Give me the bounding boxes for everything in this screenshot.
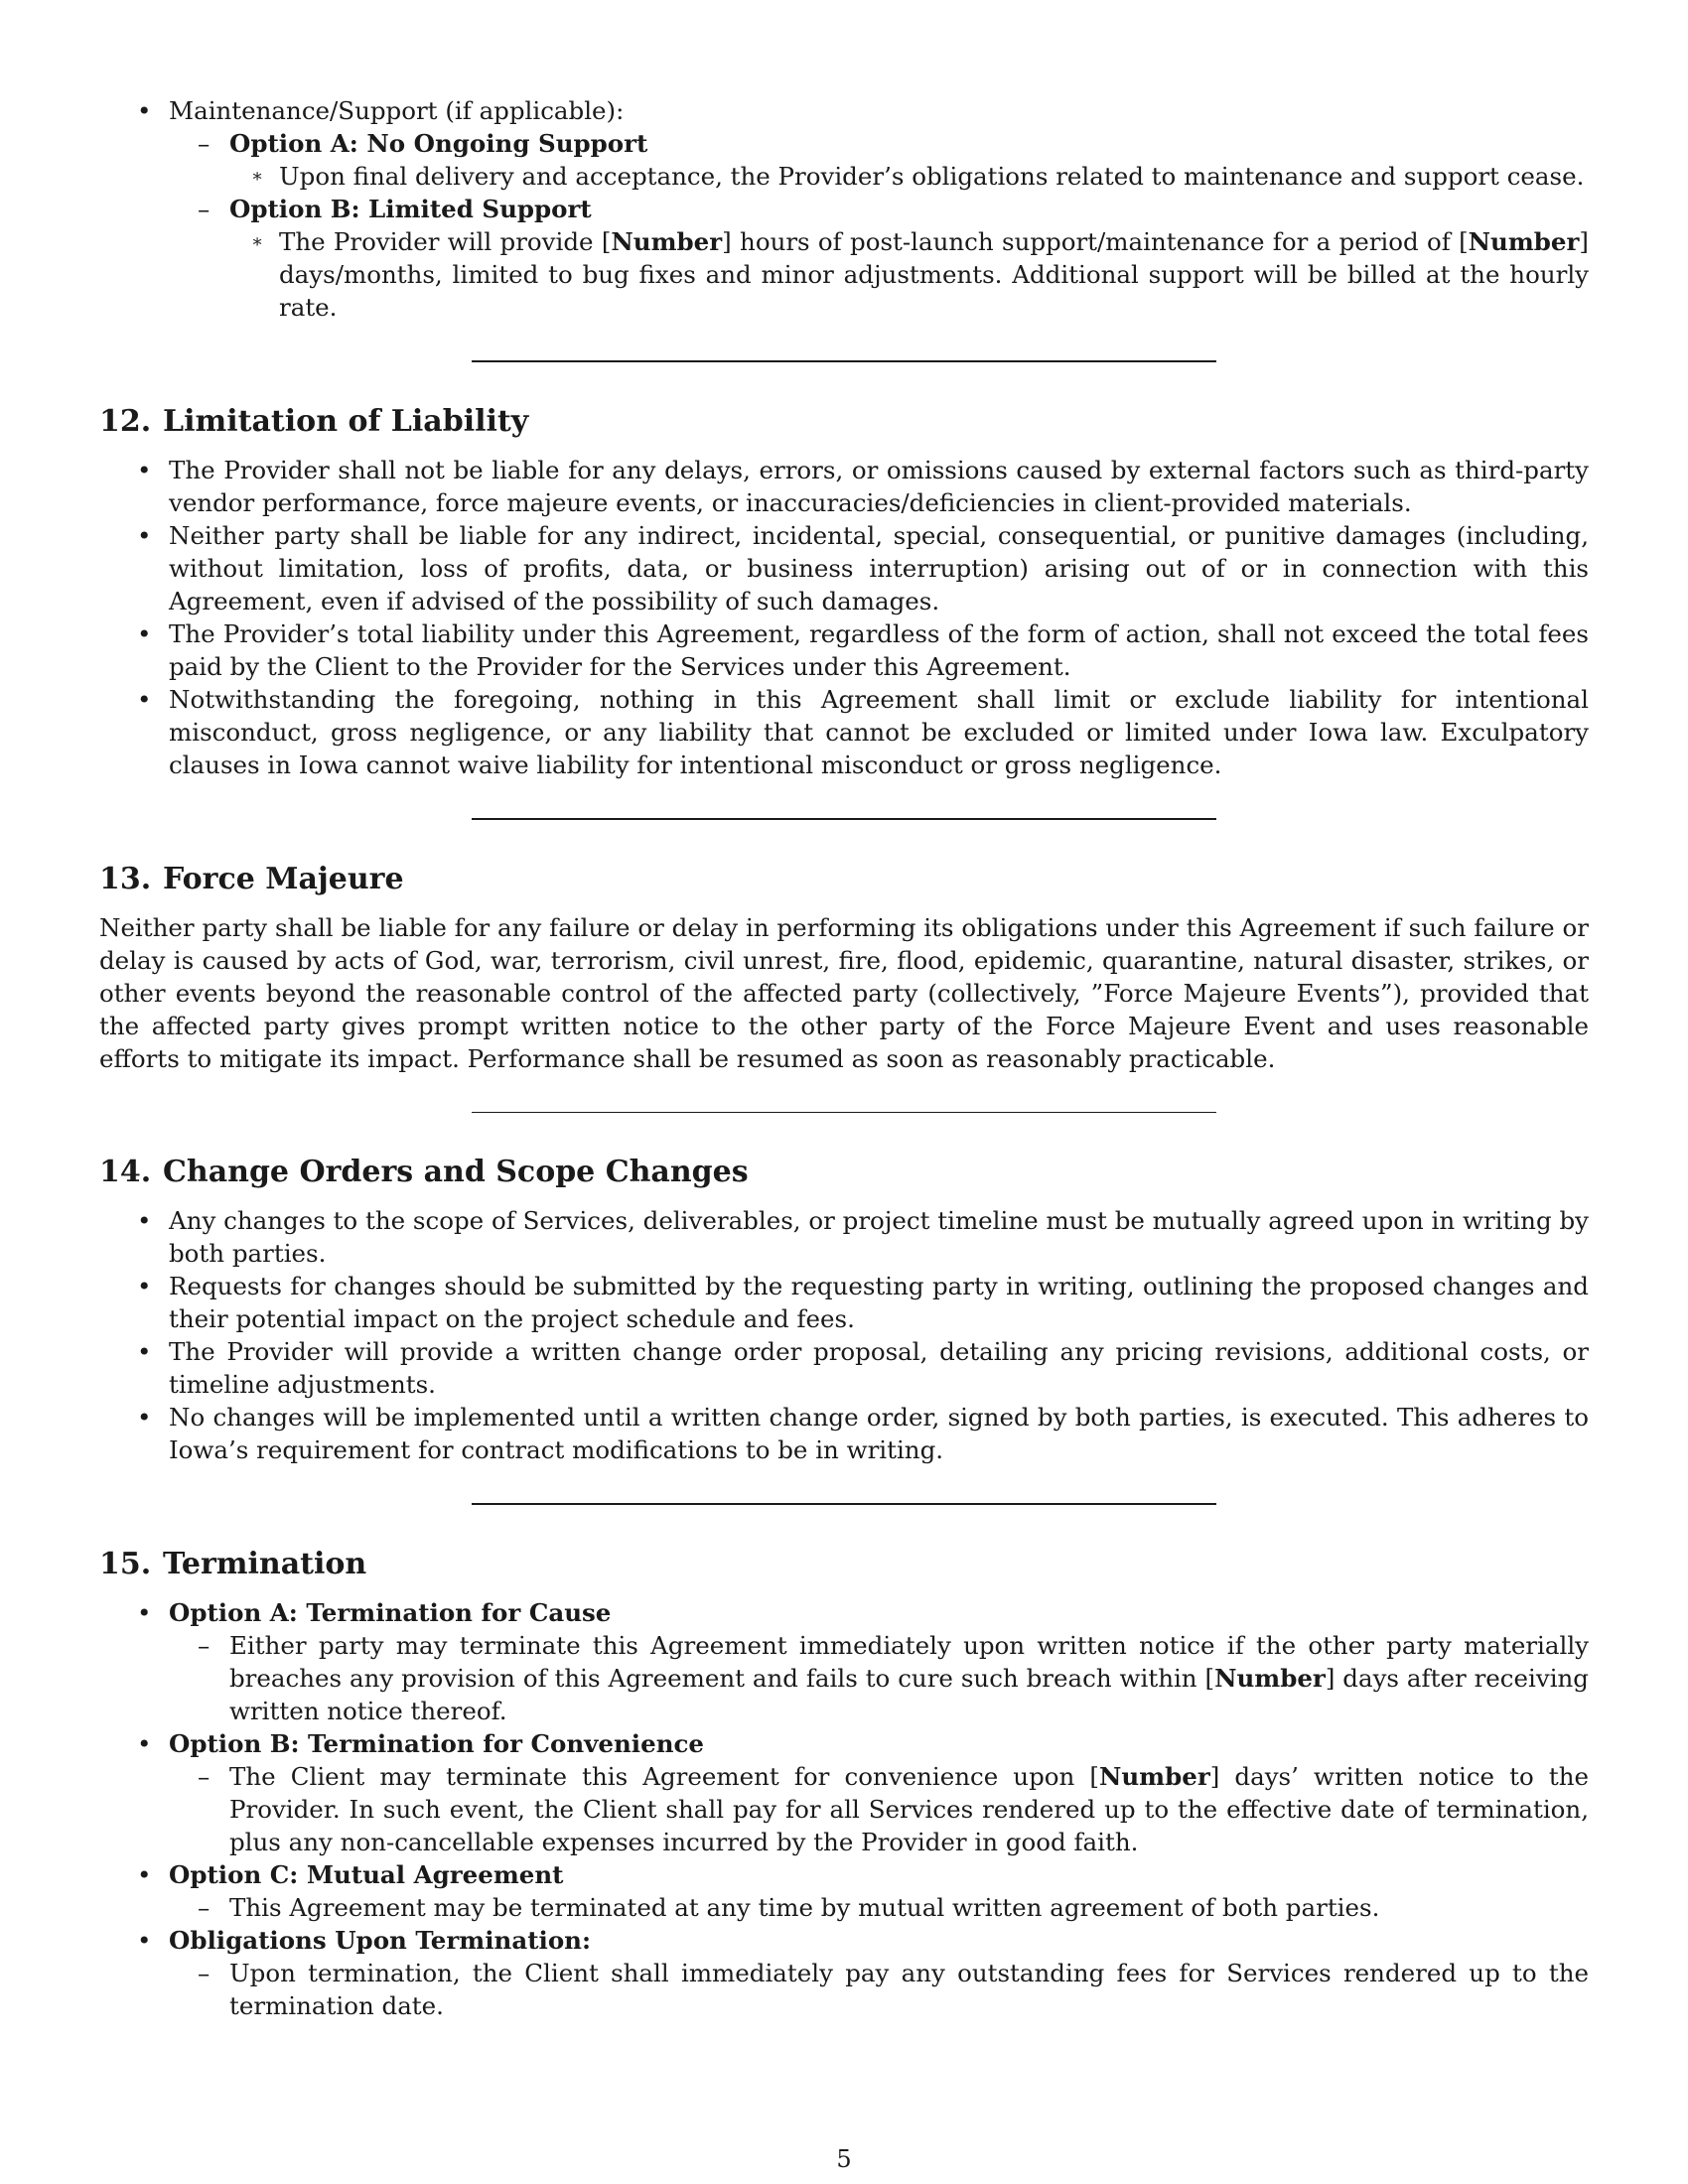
- bullet-icon: •: [137, 521, 152, 550]
- termination-option-c-detail: [99, 1891, 1589, 1924]
- section-13-heading: [99, 860, 1589, 899]
- termination-option-b-detail: [99, 1760, 1589, 1858]
- list-item: [99, 519, 1589, 617]
- termination-option-c-title: Option C: Mutual Agreement: [169, 1860, 564, 1889]
- section-divider: [472, 818, 1216, 820]
- termination-option-a-detail: [99, 1629, 1589, 1727]
- option-a-detail: [99, 160, 1589, 193]
- section-14-heading: [99, 1153, 1589, 1192]
- list-item-text: Requests for changes should be submitted by the requesting party in writing, outlining the proposed changes and their potential impact on the project schedule and fees.: [169, 1272, 1589, 1333]
- termination-option-a-text-2: ] days after receiving written notice thereof.: [229, 1664, 1589, 1725]
- section-12-title: Limitation of Liability: [163, 404, 529, 439]
- section-divider: [472, 1112, 1216, 1113]
- list-item: [99, 1270, 1589, 1335]
- termination-option-a: [99, 1596, 1589, 1727]
- bullet-icon: •: [137, 1272, 152, 1300]
- termination-obligations-detail: [99, 1957, 1589, 2022]
- list-item: [99, 454, 1589, 519]
- asterisk-icon: ∗: [251, 231, 264, 252]
- section-divider: [472, 1503, 1216, 1505]
- list-item-text: The Provider shall not be liable for any delays, errors, or omissions caused by external factors such as third-party vendor performance, force majeure events, or inaccuracies/deficiencies in client-provided materials.: [169, 456, 1589, 517]
- section-13-text: Neither party shall be liable for any failure or delay in performing its obligations under this Agreement if such failure or delay is caused by acts of God, war, terrorism, civil unrest, fire, flood, epidemic, quarantine, natural disaster, strikes, or other events beyond the reasonable control of the affected party (collectively, ”Force Majeure Events”), provided that the affected party gives prompt written notice to the other party of the Force Majeure Event and uses reasonable efforts to mitigate its impact. Performance shall be resumed as soon as reasonably practicable.: [99, 913, 1589, 1073]
- maintenance-intro: Maintenance/Support (if applicable):: [169, 96, 625, 125]
- dash-icon: –: [198, 129, 211, 158]
- section-15-heading: [99, 1545, 1589, 1584]
- section-13-number: 13.: [99, 862, 152, 896]
- section-14-list: [99, 1204, 1589, 1466]
- dash-icon: –: [198, 1762, 211, 1791]
- option-b-detail: [99, 225, 1589, 324]
- list-item: [99, 1401, 1589, 1466]
- list-item: [99, 617, 1589, 683]
- section-14-title: Change Orders and Scope Changes: [163, 1155, 749, 1189]
- bullet-icon: •: [137, 1337, 152, 1366]
- page-number: 5: [836, 2145, 852, 2173]
- bullet-icon: •: [137, 1206, 152, 1235]
- section-15-list: [99, 1596, 1589, 2022]
- option-b-text-2: ] hours of post-launch support/maintenance for a period of [: [722, 227, 1469, 256]
- termination-obligations-text: Upon termination, the Client shall immediately pay any outstanding fees for Services rendered up to the termination date.: [229, 1959, 1589, 2020]
- dash-icon: –: [198, 195, 211, 223]
- bullet-icon: •: [137, 1729, 152, 1758]
- option-b-text-3: ] days/months, limited to bug fixes and minor adjustments. Additional support will be billed at the hourly rate.: [279, 227, 1589, 322]
- termination-option-b: [99, 1727, 1589, 1858]
- list-item: [99, 1204, 1589, 1270]
- bullet-icon: •: [137, 1860, 152, 1889]
- section-14-number: 14.: [99, 1155, 152, 1189]
- termination-obligations: [99, 1924, 1589, 2022]
- termination-option-a-title: Option A: Termination for Cause: [169, 1598, 612, 1627]
- termination-option-b-text-2: ] days’ written notice to the Provider. In such event, the Client shall pay for all Services rendered up to the effective date of termination, plus any non-cancellable expenses incurred by the Provider in good faith.: [229, 1762, 1589, 1856]
- maintenance-list: [99, 94, 1589, 324]
- termination-option-b-number: Number: [1098, 1762, 1210, 1791]
- option-b-title: Option B: Limited Support: [229, 195, 592, 223]
- list-item-text: No changes will be implemented until a written change order, signed by both parties, is executed. This adheres to Iowa’s requirement for contract modifications to be in writing.: [169, 1403, 1589, 1464]
- option-a-text: Upon final delivery and acceptance, the Provider’s obligations related to maintenance and support cease.: [279, 162, 1585, 191]
- option-a-title: Option A: No Ongoing Support: [229, 129, 648, 158]
- section-divider: [472, 360, 1216, 362]
- bullet-icon: •: [137, 96, 152, 125]
- termination-option-b-text-1: The Client may terminate this Agreement for convenience upon [: [229, 1762, 1099, 1791]
- list-item-text: Notwithstanding the foregoing, nothing in this Agreement shall limit or exclude liability for intentional misconduct, gross negligence, or any liability that cannot be excluded or limited under Iowa law. Exculpatory clauses in Iowa cannot waive liability for intentional misconduct or gross negligence.: [169, 685, 1589, 779]
- option-b-number-2: Number: [1468, 227, 1580, 256]
- option-b-number-1: Number: [611, 227, 723, 256]
- termination-option-b-title: Option B: Termination for Convenience: [169, 1729, 705, 1758]
- option-a-support: [99, 127, 1589, 193]
- section-15-title: Termination: [163, 1547, 367, 1581]
- asterisk-icon: ∗: [251, 166, 264, 187]
- section-12-list: [99, 454, 1589, 781]
- bullet-icon: •: [137, 1403, 152, 1432]
- list-item: [99, 1335, 1589, 1401]
- termination-option-c-text: This Agreement may be terminated at any time by mutual written agreement of both parties.: [229, 1893, 1380, 1922]
- list-item-text: Any changes to the scope of Services, deliverables, or project timeline must be mutually agreed upon in writing by both parties.: [169, 1206, 1589, 1268]
- termination-option-a-number: Number: [1214, 1664, 1326, 1693]
- list-item-text: Neither party shall be liable for any indirect, incidental, special, consequential, or punitive damages (including, without limitation, loss of profits, data, or business interruption) arising out of or in connection with this Agreement, even if advised of the possibility of such damages.: [169, 521, 1589, 615]
- section-13-title: Force Majeure: [163, 862, 404, 896]
- bullet-icon: •: [137, 685, 152, 714]
- termination-option-c: [99, 1858, 1589, 1924]
- dash-icon: –: [198, 1959, 211, 1987]
- bullet-icon: •: [137, 456, 152, 484]
- dash-icon: –: [198, 1893, 211, 1922]
- bullet-icon: •: [137, 1926, 152, 1955]
- option-b-support: [99, 193, 1589, 324]
- maintenance-item: [99, 94, 1589, 324]
- list-item: [99, 683, 1589, 781]
- list-item-text: The Provider will provide a written change order proposal, detailing any pricing revisions, additional costs, or timeline adjustments.: [169, 1337, 1589, 1399]
- list-item-text: The Provider’s total liability under this Agreement, regardless of the form of action, shall not exceed the total fees paid by the Client to the Provider for the Services under this Agreement.: [169, 619, 1589, 681]
- bullet-icon: •: [137, 1598, 152, 1627]
- section-12-number: 12.: [99, 404, 152, 439]
- bullet-icon: •: [137, 619, 152, 648]
- section-15-number: 15.: [99, 1547, 152, 1581]
- section-12-heading: [99, 402, 1589, 442]
- dash-icon: –: [198, 1631, 211, 1660]
- termination-obligations-title: Obligations Upon Termination:: [169, 1926, 592, 1955]
- document-page: [99, 94, 1589, 2159]
- termination-option-a-text-1: Either party may terminate this Agreement immediately upon written notice if the other party materially breaches any provision of this Agreement and fails to cure such breach within [: [229, 1631, 1589, 1693]
- option-b-text-1: The Provider will provide [: [279, 227, 612, 256]
